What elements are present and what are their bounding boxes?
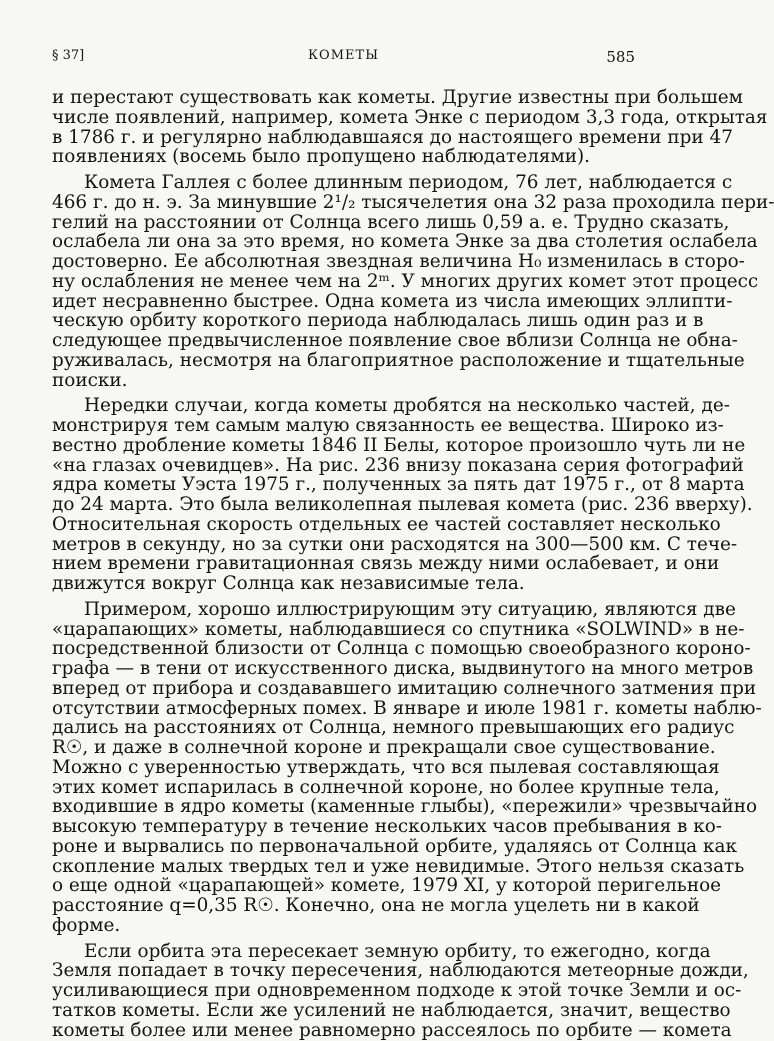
- text-line: посредственной близости от Солнца с помощью своеобразного короно-: [52, 638, 751, 660]
- paragraph: [52, 172, 774, 391]
- text-line: «на глазах очевидцев». На рис. 236 внизу показана серия фотографий: [52, 454, 744, 476]
- text-line: R☉, и даже в солнечной короне и прекращали свое существование.: [52, 737, 716, 758]
- text-line: и перестают существовать как кометы. Другие известны при большем: [52, 87, 743, 108]
- text-line: 466 г. до н. э. За минувшие 2¹/₂ тысячелетия она 32 раза проходила пери-: [52, 191, 774, 213]
- text-line: поиски.: [52, 369, 128, 391]
- text-line: Если орбита эта пересекает земную орбиту, то ежегодно, когда: [84, 940, 711, 962]
- text-line: Комета Галлея с более длинным периодом, 76 лет, наблюдается с: [84, 172, 733, 193]
- body-text: [52, 87, 774, 1041]
- text-line: о еще одной «царапающей» комете, 1979 XI, у которой перигельное: [52, 875, 722, 897]
- text-line: следующее предвычисленное появление свое вблизи Солнца не обна-: [52, 330, 738, 351]
- text-line: вперед от прибора и создававшего имитацию солнечного затмения при: [52, 677, 757, 699]
- text-line: вестно дробление кометы 1846 II Белы, которое произошло чуть ли не: [52, 434, 746, 456]
- text-line: нием времени гравитационная связь между ними ослабевает, и они: [52, 553, 720, 575]
- text-line: расстояние q=0,35 R☉. Конечно, она не могла уцелеть ни в какой: [52, 895, 700, 916]
- text-line: кометы более или менее равномерно рассеялось по орбите — комета: [52, 1019, 732, 1041]
- text-line: ослабела ли она за это время, но комета Энке за два столетия ослабела: [52, 231, 758, 253]
- text-line: монстрируя тем самым малую связанность ее вещества. Широко из-: [52, 415, 724, 436]
- text-line: появлениях (восемь было пропущено наблюдателями).: [52, 146, 590, 168]
- text-line: движутся вокруг Солнца как независимые тела.: [52, 573, 525, 594]
- text-line: руживалась, несмотря на благоприятное расположение и тщательные: [52, 349, 745, 371]
- text-line: «царапающих» кометы, наблюдавшиеся со спутника «SOLWIND» в не-: [52, 618, 745, 640]
- paragraph: [52, 395, 753, 594]
- text-line: этих комет испарилась в солнечной короне, но более крупные тела,: [52, 776, 720, 798]
- text-line: гелий на расстоянии от Солнца всего лишь 0,59 а. е. Трудно сказать,: [52, 211, 730, 233]
- text-line: высокую температуру в течение нескольких часов пребывания в ко-: [52, 816, 723, 837]
- text-line: Можно с уверенностью утверждать, что вся пылевая составляющая: [52, 756, 720, 778]
- text-line: форме.: [52, 914, 121, 936]
- running-header: [52, 48, 635, 70]
- text-line: идет несравненно быстрее. Одна комета из числа имеющих эллипти-: [52, 290, 733, 312]
- text-line: татков кометы. Если же усилений не наблюдается, значит, вещество: [52, 999, 731, 1021]
- text-line: до 24 марта. Это была великолепная пылевая комета (рис. 236 вверху).: [52, 494, 753, 515]
- text-line: отсутствии атмосферных помех. В январе и июле 1981 г. кометы наблю-: [52, 697, 762, 719]
- text-line: ну ослабления не менее чем на 2ᵐ. У многих других комет этот процесс: [52, 270, 759, 292]
- text-line: Нередки случаи, когда кометы дробятся на несколько частей, де-: [84, 395, 730, 417]
- text-line: Примером, хорошо иллюстрирующим эту ситуацию, являются две: [84, 598, 736, 620]
- text-line: дались на расстояниях от Солнца, немного превышающих его радиус: [52, 717, 735, 739]
- text-line: роне и вырвались по первоначальной орбите, удаляясь от Солнца как: [52, 835, 737, 857]
- text-line: входившие в ядро кометы (каменные глыбы), «пережили» чрезвычайно: [52, 796, 758, 818]
- paragraph: [52, 940, 749, 1041]
- text-line: достоверно. Ее абсолютная звездная величина H₀ изменилась в сторо-: [52, 251, 745, 272]
- text-line: Земля попадает в точку пересечения, наблюдаются метеорные дожди,: [52, 960, 749, 982]
- running-title: КОМЕТЫ: [308, 48, 379, 63]
- text-line: ядра кометы Уэста 1975 г., полученных за пять дат 1975 г., от 8 марта: [52, 474, 745, 496]
- text-line: Относительная скорость отдельных ее частей составляет несколько: [52, 513, 721, 535]
- page-number: 585: [606, 48, 635, 66]
- text-line: ческую орбиту короткого периода наблюдалась лишь один раз и в: [52, 310, 704, 332]
- paragraph: [52, 598, 762, 936]
- section-reference: § 37]: [52, 48, 85, 63]
- text-line: метров в секунду, но за сутки они расходятся на 300—500 км. С тече-: [52, 533, 738, 555]
- text-line: в 1786 г. и регулярно наблюдавшаяся до настоящего времени при 47: [52, 126, 733, 148]
- paragraph: [52, 87, 768, 168]
- text-line: усиливающиеся при одновременном подходе к этой точке Земли и ос-: [52, 980, 742, 1001]
- text-line: числе появлений, например, комета Энке с периодом 3,3 года, открытая: [52, 106, 768, 128]
- text-line: графа — в тени от искусственного диска, выдвинутого на много метров: [52, 658, 754, 679]
- text-line: скопление малых твердых тел и уже невидимые. Этого нельзя сказать: [52, 855, 745, 877]
